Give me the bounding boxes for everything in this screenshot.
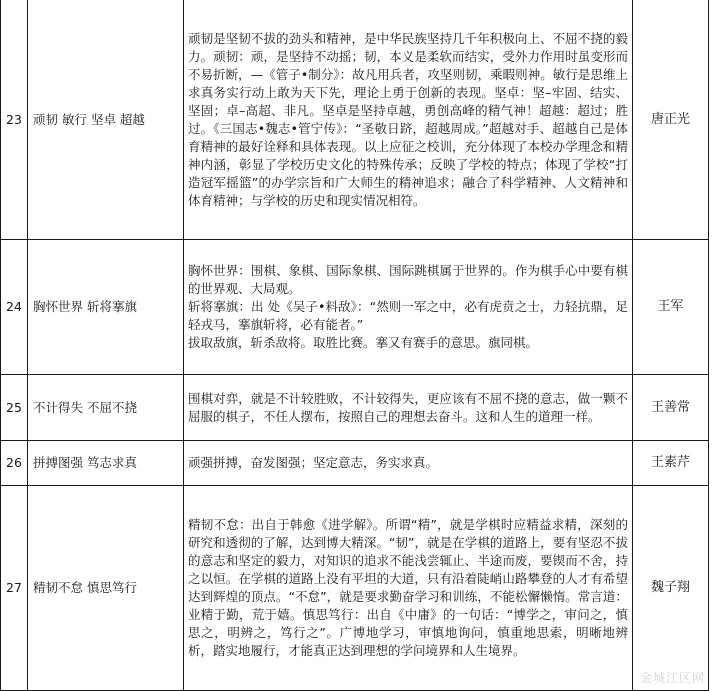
row-number: 24 [1,240,28,375]
motto-description [184,0,633,240]
table-row [1,240,709,375]
motto-description [184,375,633,441]
motto-description [184,441,633,486]
description-paragraph: 胸怀世界：围棋、象棋、国际象棋、国际跳棋属于世界的。作为棋手心中要有棋的世界观、大局观。 [188,263,628,296]
motto-title: 拼搏图强 笃志求真 [28,441,184,486]
row-number: 25 [1,375,28,441]
row-number: 23 [1,0,28,240]
motto-title: 不计得失 不屈不挠 [28,375,184,441]
description-paragraph: 拔取敌旗，斩杀敌将。取胜比赛。搴又有赛手的意思。旗同棋。 [188,335,539,350]
author-name: 王素芹 [633,441,709,486]
row-number: 27 [1,486,28,691]
table-row [1,486,709,691]
description-paragraph: 围棋对弈，就是不计较胜败，不计较得失，更应该有不屈不挠的意志，做一颗不屈服的棋子，不任人摆布，按照自己的理想去奋斗。这和人生的道理一样。 [188,390,628,424]
description-paragraph: 精韧不怠：出自于韩愈《进学解》。所谓“精”，就是学棋时应精益求精，深刻的研究和透彻的了解，达到博大精深。“韧”，就是在学棋的道路上，要有坚忍不拔的意志和坚定的毅力，对知识的追求不能浅尝辄止、半途而废，要锲而不舍，持之以恒。在学棋的道路上没有平坦的大道，只有沿着陡峭山路攀登的人才有希望达到辉煌的顶点。“不怠”，就是要求勤奋学习和训练，不能松懈懒惰。常言道：业精于勤，荒于嬉。慎思笃行：出自《中庸》的一句话：“博学之，审问之，慎思之，明辨之，笃行之”。广博地学习，审慎地询问，慎重地思索，明晰地辨析，踏实地履行，才能真正达到理想的学问境界和人生境界。 [188,517,628,658]
author-name: 魏子翔 [633,486,709,691]
table-row [1,0,709,240]
author-name: 唐正光 [633,0,709,240]
motto-title: 顽韧 敏行 坚卓 超越 [28,0,184,240]
watermark: 金城江区网 [639,671,705,685]
table-row [1,375,709,441]
motto-description [184,486,633,691]
row-number: 26 [1,441,28,486]
description-paragraph: 顽强拼搏，奋发图强；坚定意志，务实求真。 [188,455,439,470]
motto-title: 胸怀世界 斩将搴旗 [28,240,184,375]
description-paragraph: 顽韧是坚韧不拔的劲头和精神，是中华民族坚持几千年积极向上、不屈不挠的毅力。顽韧：顽，是坚持不动摇；韧，本义是柔软而结实，受外力作用时虽变形而不易折断，—《管子•制分》：故凡用兵者，攻坚则韧，乘暇则神。敏行是思维上求真务实行动上敢为天下先，理论上勇于创新的表现。坚卓：坚–牢固、结实、坚固；卓–高超、非凡。坚卓是坚持卓越，勇创高峰的精气神！超越：超过；胜过。《三国志•魏志•管宁传》：“圣敬日跻，超越周成。”超越对手、超越自己是体育精神的最好诠释和具体表现。以上应征之校训，充分体现了本校办学理念和精神内涵，彰显了学校历史文化的特殊传承；反映了学校的特点；体现了学校“打造冠军摇篮”的办学宗旨和广大师生的精神追求；融合了科学精神、人文精神和体育精神；与学校的历史和现实情况相符。 [188,30,628,208]
motto-title: 精韧不怠 慎思笃行 [28,486,184,691]
table-row [1,441,709,486]
motto-description [184,240,633,375]
description-paragraph: 斩将搴旗：出 处《吴子•料敌》：“然则一军之中，必有虎贲之士，力轻抗鼎，足轻戎马，搴旗斩将，必有能者。” [188,299,628,332]
author-name: 王善常 [633,375,709,441]
author-name: 王军 [633,240,709,375]
